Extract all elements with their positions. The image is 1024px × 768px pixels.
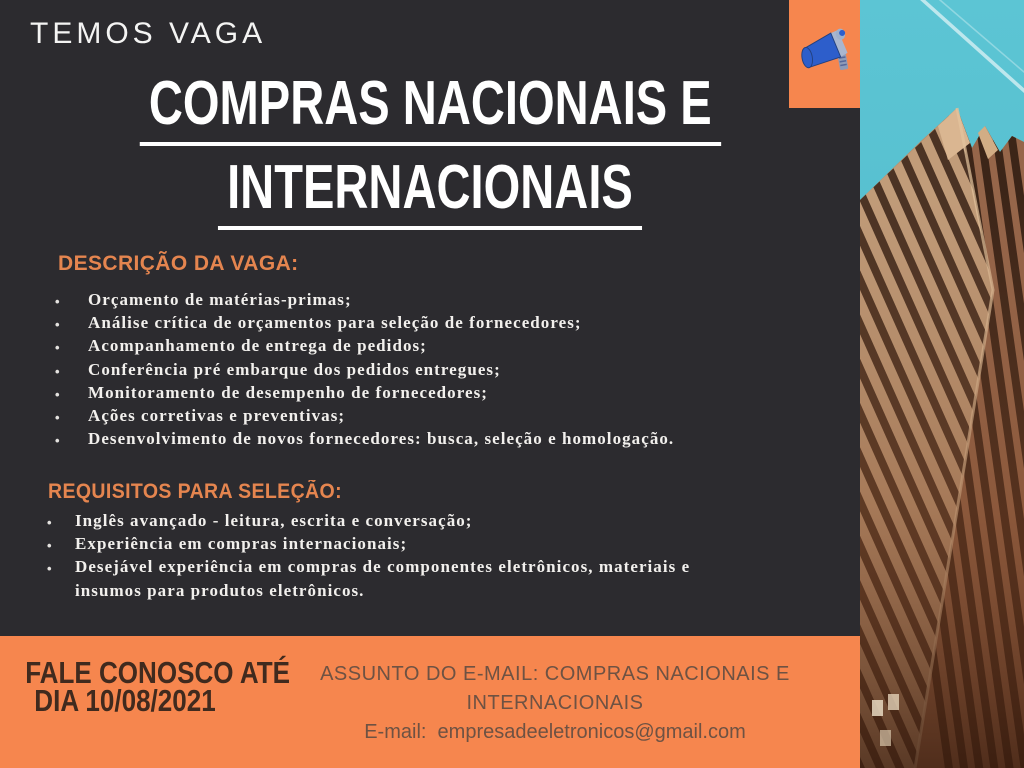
contact-deadline — [0, 636, 290, 718]
list-item: • Experiência em compras internacionais; — [47, 532, 757, 555]
title-line-2: INTERNACIONAIS — [218, 156, 642, 230]
title-line-1: COMPRAS NACIONAIS E — [139, 72, 720, 146]
email-info — [250, 636, 860, 747]
lit-window — [880, 730, 891, 746]
contact-line-1: FALE CONOSCO ATÉ — [25, 655, 290, 690]
list-item: • Conferência pré embarque dos pedidos entregues; — [55, 358, 830, 381]
requirements-list — [47, 509, 757, 602]
lit-window — [872, 700, 883, 716]
building-photo-graphic — [860, 0, 1024, 768]
list-item: • Desenvolvimento de novos fornecedores: busca, seleção e homologação. — [55, 427, 830, 450]
lit-window — [888, 694, 899, 710]
email-subject-line: ASSUNTO DO E-MAIL: COMPRAS NACIONAIS E INTERNACIONAIS — [320, 663, 790, 714]
description-list — [55, 288, 830, 450]
list-item: • Análise crítica de orçamentos para seleção de fornecedores; — [55, 311, 830, 334]
list-item: • Orçamento de matérias-primas; — [55, 288, 830, 311]
list-item: • Monitoramento de desempenho de fornecedores; — [55, 381, 830, 404]
list-item: • Desejável experiência em compras de componentes eletrônicos, materiais e insumos para produtos eletrônicos. — [47, 555, 757, 601]
email-address-line: E-mail: empresadeeletronicos@gmail.com — [364, 721, 746, 743]
list-item: • Ações corretivas e preventivas; — [55, 404, 830, 427]
list-item: • Inglês avançado - leitura, escrita e conversação; — [47, 509, 757, 532]
page-title — [0, 69, 860, 230]
contact-line-2: DIA 10/08/2021 — [34, 683, 216, 718]
building-photo — [860, 0, 1024, 768]
list-item: • Acompanhamento de entrega de pedidos; — [55, 334, 830, 357]
building-shadow — [860, 190, 1024, 768]
description-heading: DESCRIÇÃO DA VAGA: — [58, 252, 299, 275]
requirements-heading: REQUISITOS PARA SELEÇÃO: — [48, 480, 342, 503]
kicker-temos-vaga: TEMOS VAGA — [30, 17, 267, 50]
footer-bar — [0, 636, 860, 768]
